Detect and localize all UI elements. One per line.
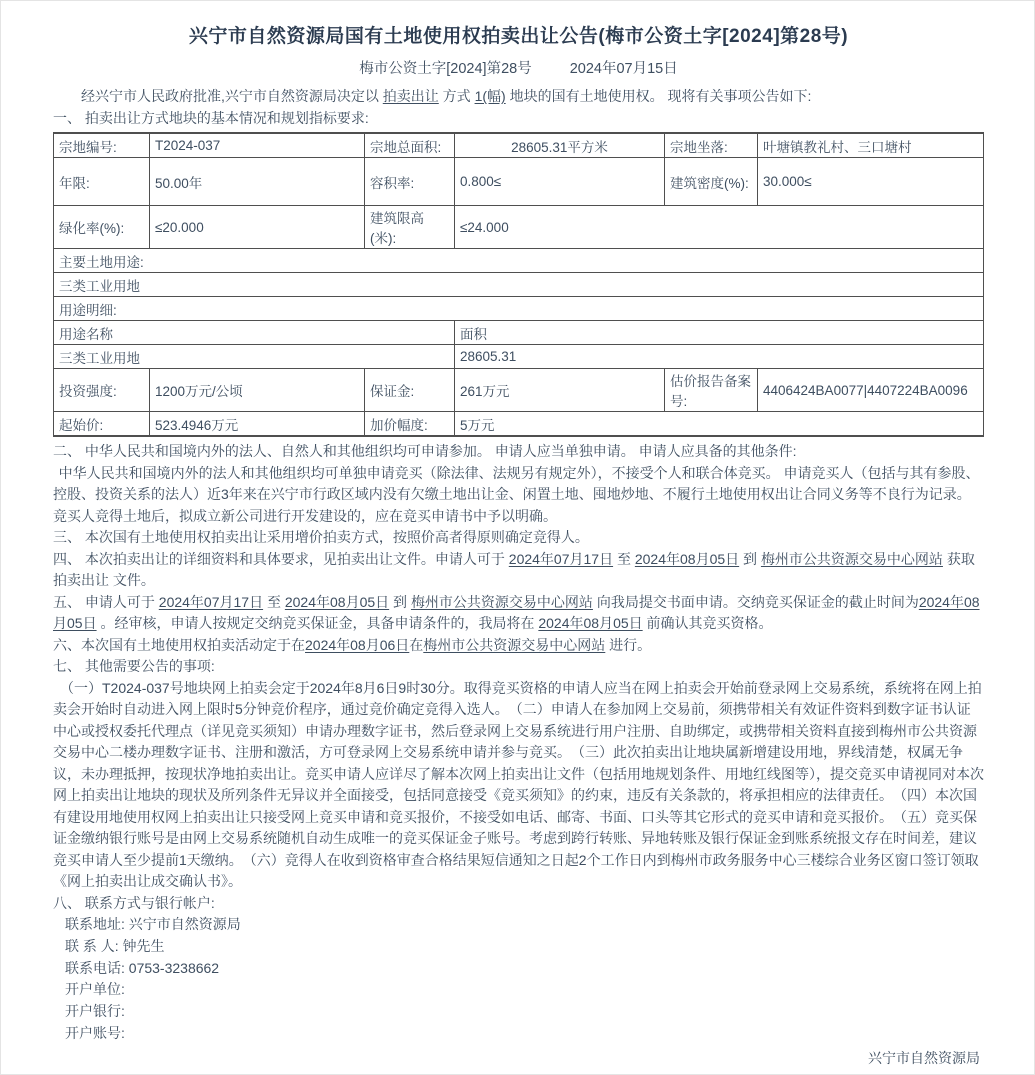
announcement-document (1, 1, 1034, 1068)
plot-ratio-value: 0.800≤ (455, 158, 665, 206)
text-segment: 至 (263, 593, 285, 610)
intro-paragraph (53, 86, 984, 108)
investment-label: 投资强度: (54, 369, 150, 412)
section-2-detail-paragraph (53, 463, 984, 528)
total-area-label: 宗地总面积: (365, 133, 455, 158)
total-area-value: 28605.31平方米 (455, 133, 665, 158)
text-segment: （一）T2024-037号地块网上拍卖会定于2024年8月6日9时30分。取得竞买资格的申请人应当在网上拍卖会开始前登录网上交易系统，系统将在网上拍卖会开始时自动进入网上限时5分钟竞价程序，通过竞价确定竞得入选人。 （二）申请人在参加网上交易前，须携带相关有效证件资料到数字证书认证中心或授权委托代理点（详见竞买须知）申请办理数字证书，然后登录网上交易系统进行用户注册、自助绑定，或携带相关资料直接到梅州市公共资源交易中心二楼办理数字证书、注册和激活，方可登录网上交易系统申请并参与竞买。 （三）此次拍卖出让地块属新增建设用地，界线清楚，权属无争议，未办理抵押，按现状净地拍卖出让。竞买申请人应详尽了解本次网上拍卖出让文件（包括用地规划条件、用地红线图等），提交竞买申请视同对本次网上拍卖出让地块的现状及所列条件无异议并全面接受，包括同意接受《竞买须知》的约束，违反有关条款的，将承担相应的法律责任。 （四）本次国有建设用地使用权网上拍卖出让只接受网上竞买申请和竞买报价，不接受如电话、邮寄、书面、口头等其它形式的竞买申请和竞买报价。 （五）竞买保证金缴纳银行账号是由网上交易系统随机自动生成唯一的竞买保证金子账号。考虑到跨行转账、异地转账及银行保证金到账系统报文存在时间差，建议竞买申请人至少提前1天缴纳。 （六）竞得人在收到资格审查合格结果短信通知之日起2个工作日内到梅州市政务服务中心三楼综合业务区窗口签订领取《网上拍卖出让成交确认书》。 (53, 679, 984, 889)
area-header: 面积 (455, 321, 984, 345)
parcel-number-label: 宗地编号: (54, 133, 150, 158)
deposit-label: 保证金: (365, 369, 455, 412)
section-4-paragraph (53, 549, 984, 592)
section-6-paragraph (53, 635, 984, 657)
underlined-text: 2024年08月05日 (634, 550, 740, 567)
use-name-header: 用途名称 (54, 321, 455, 345)
use-detail-label: 用途明细: (54, 297, 984, 321)
underlined-text: 2024年08月06日 (305, 636, 410, 653)
text-segment: 方式 (438, 88, 475, 104)
text-segment: 三、 本次国有土地使用权拍卖出让采用增价拍卖方式，按照价高者得原则确定竞得人。 (53, 529, 589, 545)
underlined-text: 2024年08月05日 (284, 593, 390, 610)
increment-label: 加价幅度: (365, 412, 455, 437)
contact-address: 联系地址: 兴宁市自然资源局 (65, 916, 241, 932)
greening-rate-value: ≤20.000 (150, 206, 365, 249)
section-7-items-paragraph (53, 678, 984, 893)
text-segment: 向我局提交书面申请。交纳竞买保证金的截止时间为 (592, 593, 919, 610)
section-1-heading (53, 108, 984, 130)
doc-date: 2024年07月15日 (569, 61, 678, 77)
parcel-info-table (53, 132, 984, 437)
height-limit-label: 建筑限高(米): (365, 206, 455, 249)
greening-rate-label: 绿化率(%): (54, 206, 150, 249)
table-row (54, 158, 984, 206)
underlined-text: 梅州市公共资源交易中心网站 (423, 636, 606, 653)
tenure-value: 50.00年 (150, 158, 365, 206)
section-8-heading (53, 893, 984, 915)
underlined-text: 2024年08月05日 (538, 615, 643, 631)
text-segment: 五、 申请人可于 (53, 593, 159, 610)
doc-meta-line (53, 57, 984, 78)
text-segment: 地块的国有土地使用权。 现将有关事项公告如下: (505, 88, 812, 104)
text-segment: 中华人民共和国境内外的法人和其他组织均可单独申请竞买（除法律、法规另有规定外），不接受个人和联合体竞买。 申请竞买人（包括与其有参股、控股、投资关系的法人）近3年来在兴宁市行政区域内没有欠缴土地出让金、闲置土地、囤地炒地、不履行土地使用权出让合同义务等不良行为记录。 竞买人竞得土地后，拟成立新公司进行开发建设的，应在竞买申请书中予以明确。 (53, 464, 980, 524)
page-title: 兴宁市自然资源局国有土地使用权拍卖出让公告(梅市公资土字[2024]第28号) (188, 26, 849, 47)
underlined-text: 1(幅) (474, 88, 506, 104)
issuer-signature: 兴宁市自然资源局 (868, 1049, 980, 1066)
table-row (54, 133, 984, 158)
text-segment: 四、 本次拍卖出让的详细资料和具体要求，见拍卖出让文件。申请人可于 (53, 550, 509, 567)
table-row (54, 273, 984, 297)
table-row (54, 206, 984, 249)
text-segment: 一、 拍卖出让方式地块的基本情况和规划指标要求: (53, 109, 369, 126)
starting-price-value: 523.4946万元 (150, 412, 365, 437)
underlined-text: 2024年08月05日 (53, 593, 980, 631)
table-row (54, 345, 984, 369)
table-row (54, 297, 984, 321)
text-segment: 六、本次国有土地使用权拍卖活动定于在 (53, 636, 305, 653)
underlined-text: 拍卖出让 (382, 88, 439, 104)
main-use-label: 主要土地用途: (54, 249, 984, 273)
building-density-value: 30.000≤ (758, 158, 984, 206)
valuation-report-value: 4406424BA0077|4407224BA0096 (758, 369, 984, 412)
location-label: 宗地坐落: (665, 133, 758, 158)
valuation-report-label: 估价报告备案号: (665, 369, 758, 412)
doc-number: 梅市公资土字[2024]第28号 (359, 61, 532, 77)
underlined-text: 2024年07月17日 (158, 593, 264, 610)
use-name-value: 三类工业用地 (54, 345, 455, 369)
contact-bank: 开户银行: (65, 1003, 125, 1020)
location-value: 叶塘镇教礼村、三口塘村 (758, 133, 984, 158)
text-segment: 至 (613, 550, 635, 567)
section-2-paragraph (53, 441, 984, 463)
underlined-text: 2024年07月17日 (508, 550, 614, 567)
table-row (54, 249, 984, 273)
section-5-paragraph (53, 592, 984, 635)
height-limit-value: ≤24.000 (455, 206, 984, 249)
plot-ratio-label: 容积率: (365, 158, 455, 206)
main-use-value: 三类工业用地 (54, 273, 984, 297)
section-3-paragraph (53, 527, 984, 549)
underlined-text: 梅州市公共资源交易中心网站 (410, 593, 593, 610)
text-segment: 七、 其他需要公告的事项: (53, 658, 215, 674)
text-segment: 二、 中华人民共和国境内外的法人、自然人和其他组织均可申请参加。 申请人应当单独申请。 申请人应具备的其他条件: (53, 443, 797, 459)
contact-account-number: 开户账号: (65, 1024, 125, 1041)
section-7-heading (53, 656, 984, 678)
text-segment: 八、 联系方式与银行帐户: (53, 894, 215, 911)
underlined-text: 梅州市公共资源交易中心网站 (760, 550, 943, 567)
building-density-label: 建筑密度(%): (665, 158, 758, 206)
starting-price-label: 起始价: (54, 412, 150, 437)
parcel-number-value: T2024-037 (150, 133, 365, 158)
text-segment: 进行。 (605, 636, 652, 653)
text-segment: 前确认其竞买资格。 (642, 615, 773, 631)
text-segment: 到 (739, 550, 761, 567)
text-segment: 获取 拍卖出让 文件。 (53, 550, 975, 588)
contact-phone: 联系电话: 0753-3238662 (65, 959, 220, 976)
contact-account-unit: 开户单位: (65, 981, 125, 998)
table-row (54, 369, 984, 412)
tenure-label: 年限: (54, 158, 150, 206)
contact-person: 联 系 人: 钟先生 (65, 937, 165, 954)
investment-value: 1200万元/公顷 (150, 369, 365, 412)
deposit-value: 261万元 (455, 369, 665, 412)
text-segment: 到 (389, 593, 411, 610)
table-row (54, 412, 984, 437)
use-area-value: 28605.31 (455, 345, 984, 369)
text-segment: 在 (409, 636, 424, 653)
increment-value: 5万元 (455, 412, 984, 437)
text-segment: 。经审核，申请人按规定交纳竞买保证金，具备申请条件的，我局将在 (96, 615, 539, 631)
text-segment: 经兴宁市人民政府批准,兴宁市自然资源局决定以 (81, 88, 383, 104)
table-row (54, 321, 984, 345)
